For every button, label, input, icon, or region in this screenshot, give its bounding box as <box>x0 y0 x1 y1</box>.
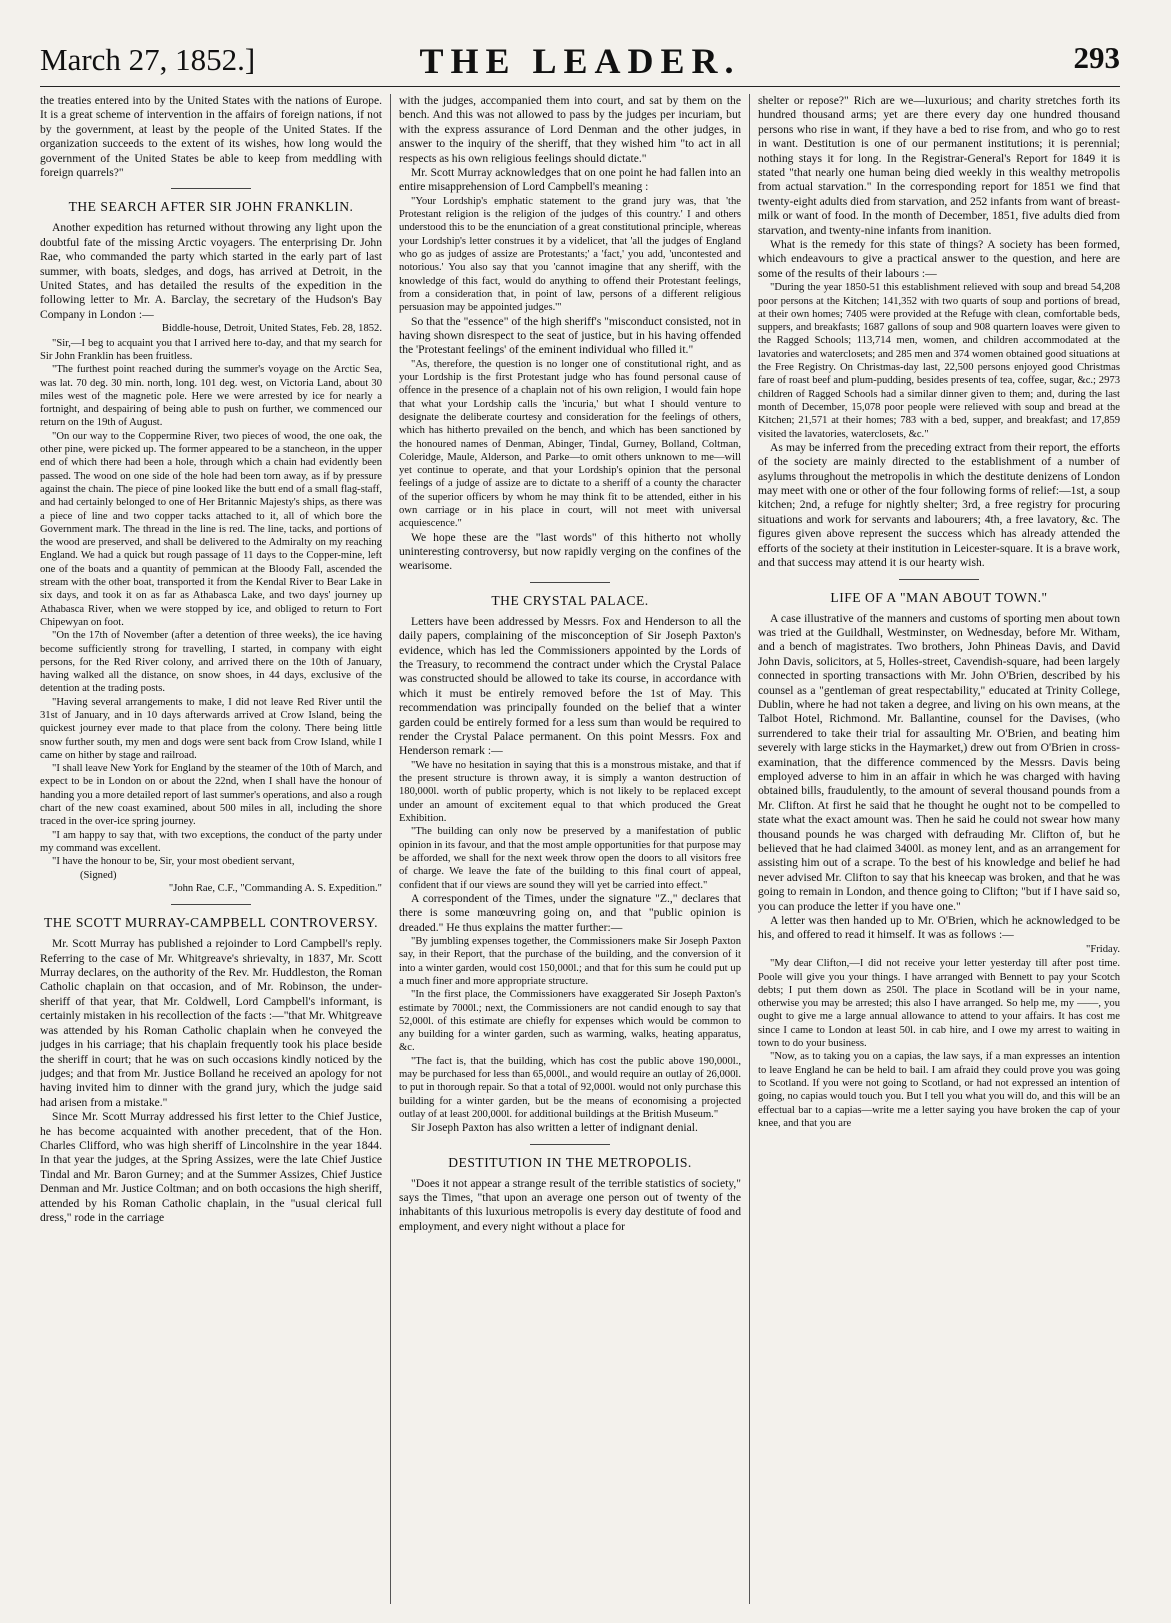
man-about-town-paragraph: A letter was then handed up to Mr. O'Brien, which he acknowledged to be his, and offered to read it himself. It was as follows :— <box>758 914 1120 942</box>
destitution-paragraph: "Does it not appear a strange result of the terrible statistics of society," says the Times, "that upon an average one person out of twenty of the inhabitants of this luxurious metropolis is every day destitute of food and employment, and every night without a place for <box>399 1176 741 1233</box>
scott-murray-paragraph: with the judges, accompanied them into court, and sat by them on the bench. And this was not allowed to pass by the judges per incuriam, but with the express assurance of Lord Denman and the other judges, in answer to the inquiry of the sheriff, that they wished him "to act in all respects as his own religious feelings should dictate." <box>399 94 741 165</box>
man-about-town-quote: "Now, as to taking you on a capias, the law says, if a man expresses an intention to leave England he can be held to bail. I am afraid they could prove you was going to Scotland. If you were not going to Scotland, or had not expressed an intention of going, no capias would touch you. But I tell you what you will do, and this will be an effectual bar to a capias—write me a letter saying you have broken the cap of your knee, and that you are <box>758 1051 1120 1129</box>
divider <box>530 1144 610 1145</box>
crystal-palace-paragraph: A correspondent of the Times, under the signature "Z.," declares that there is some manœuvring going on, and that "public opinion is dreaded." He thus explains the matter further:— <box>399 891 741 934</box>
crystal-palace-quote: "In the first place, the Commissioners have exaggerated Sir Joseph Paxton's estimate by 7000l.; next, the Commissioners are not candid enough to say that 52,000l. of this estimate are chiefly for expenses which would be common to any building for a winter garden, such as warming, walks, heating apparatus, &c. <box>399 989 741 1054</box>
masthead <box>40 28 1120 82</box>
masthead-rule <box>40 86 1120 87</box>
column-1 <box>40 94 382 1614</box>
man-about-town-paragraph: A case illustrative of the manners and customs of sporting men about town was tried at the Guildhall, Westminster, on Wednesday, before Mr. Witham, and a bench of magistrates. Two brothers, John Phineas Davis, and David John Davis, solicitors, at 5, Holles-street, Cavendish-square, had been largely connected in sporting transactions with Mr. John O'Brien, described by his counsel as a "gentleman of great respectability," educated at Trinity College, Dublin, where he had not taken a degree, and living on his own means, at the Talbot Hotel, Richmond. Mr. Ballantine, counsel for the Davises, (who surrendered to take their trial for assaulting Mr. O'Brien, and beating him severely with large sticks in the Haymarket,) drew out from O'Brien in cross-examination, that the difference commenced by the Messrs. Davis being employed adverse to him in an affair in which he was charged with having obtained bills, fraudulently, to the amount of several thousand pounds from a Mr. Clifton. At first he said that he thought he ought not to be compelled to state what the exact amount was. Then he said he could not swear how many thousand pounds he was charged with defrauding Mr. Clifton of, but he believed that he had claimed 3400l. as money lent, and as an arrangement for assisting him out of a scrape. To the best of his knowledge and belief he had never advised Mr. Clifton to say that his kneecap was broken, and that he was going to remain in London, and thence going to Clifton; "but if I have said so, you can produce the letter if you have one." <box>758 611 1120 913</box>
letter-paragraph: "I have the honour to be, Sir, your most obedient servant, <box>52 856 295 868</box>
franklin-heading: THE SEARCH AFTER SIR JOHN FRANKLIN. <box>68 199 354 215</box>
divider <box>899 579 979 580</box>
letter-paragraph: "On our way to the Coppermine River, two pieces of wood, the one oak, the other pine, were picked up. The former appeared to be a stancheon, in the upper end of which there had been a hole, through which a chain had evidently been passed. The wood on one side of the hole had been torn away, as if by pressure against the chain. The piece of pine looked like the butt end of a small flag-staff, and had certainly belonged to one of Her Britannic Majesty's ships, as there was a piece of line and two copper tacks attached to it, all of which bore the Government mark. The thread in the line is red. The line, tacks, and portions of the wood are preserved, and shall be delivered to the Admiralty on my reaching England. We had a quick but rough passage of 11 days to the Copper-mine, left one of the boats and a quantity of pemmican at the Bloody Fall, ascended the stream with the other boat, transported it from the Kendal River to Bear Lake in six days, and took it on as far as Athabasca Lake, and two days' journey up Athabasca River, when we were stopped by ice, and obliged to return to Fort Chipewyan on foot. <box>40 430 382 628</box>
letter-paragraph: "Having several arrangements to make, I did not leave Red River until the 31st of January, and in 10 days afterwards arrived at Crow Island, being the quickest journey ever made to that place from the colony. There being little snow further south, my men and dogs were sent back from Crow Island, while I came on hither by stage and railroad. <box>40 696 382 761</box>
letter-signed: (Signed) <box>80 869 117 881</box>
crystal-palace-heading: THE CRYSTAL PALACE. <box>491 592 649 608</box>
divider <box>530 582 610 583</box>
letter-dateline: Biddle-house, Detroit, United States, Feb. 28, 1852. <box>161 323 382 335</box>
page-number: 293 <box>1073 40 1120 75</box>
letter-paragraph: "Sir,—I beg to acquaint you that I arrived here to-day, and that my search for Sir John Franklin has been fruitless. <box>40 337 382 362</box>
crystal-palace-quote: "The fact is, that the building, which has cost the public above 190,000l., may be purchased for less than 65,000l., and would require an outlay of 26,000l. to put in thorough repair. So that a total of 92,000l. would not only purchase this building for a winter garden, but be the means of economising a projected outlay of at least 200,000l. for additional buildings at the British Museum." <box>399 1055 741 1120</box>
letter-signature: "John Rae, C.F., "Commanding A. S. Expedition." <box>168 882 382 894</box>
man-about-town-quote: "My dear Clifton,—I did not receive your letter yesterday till after post time. Poole will give you your things. I have arranged with Bennett to pay your Scotch debts; I put them down as 250l. The place in Scotland will be in your name, otherwise you may be arrested; this also I have arranged. So help me, my ——, you ought to give me a large annual allowance to attend to your affairs. It has cost me since I came to London at least 50l. in cab hire, and I owe my arrest to waiting in town to do your business. <box>758 958 1120 1050</box>
col1-intro: the treaties entered into by the United States with the nations of Europe. It is a great scheme of intervention in the affairs of foreign nations, if not by the government, at least by the people of the United States. If the organization succeeds to the extent of its wishes, how long would the government of the United States be able to keep from meddling with foreign quarrels?" <box>40 94 382 180</box>
newspaper-title: THE LEADER. <box>419 41 741 81</box>
crystal-palace-paragraph: Letters have been addressed by Messrs. Fox and Henderson to all the daily papers, complaining of the misconception of Sir Joseph Paxton's evidence, which has led the Commissioners appointed by the Lords of the Treasury, to recommend the contract under which the Crystal Palace was constructed should be allowed to take its course, in accordance with which it must be entirely removed before the 1st of May. This recommendation was principally founded on the belief that a winter garden could be entirely formed for a less sum than would be required to render the Crystal Palace permanent. On this point Messrs. Fox and Henderson remark :— <box>399 614 741 758</box>
destitution-heading: DESTITUTION IN THE METROPOLIS. <box>448 1154 692 1170</box>
destitution-quote: "During the year 1850-51 this establishment relieved with soup and bread 54,208 poor persons at the Kitchen; 141,352 with two quarts of soup and portions of bread, at their own homes; 7405 were provided at the Refuge with clean, comfortable beds, suppers, and breakfasts; 1687 gallons of soup and 908 quartern loaves were given to the Ragged Schools; 113,714 men, women, and children accommodated at the lavatories and waterclosets; and 285 men and 374 women obtained good situations at the Free Registry. On Christmas-day last, 22,500 persons enjoyed good Christmas fare of roast beef and plum-pudding, besides presents of tea, coffee, sugar, &c.; 2973 children of Ragged Schools had a similar dinner given to them; and, during the last month of December, 15,078 poor people were relieved with soup and bread at the Kitchen; 21,571 at their homes; 783 with a bed, supper, and breakfast; and 17,859 visited the lavatories, waterclosets, &c." <box>758 282 1120 440</box>
divider <box>171 904 251 905</box>
crystal-palace-quote: "The building can only now be preserved by a manifestation of public opinion in its favour, and that the most ample opportunities for that purpose may be afforded, we shall for the next week throw open the doors to all visitors free of charge. We leave the fate of the building to this final court of appeal, confident that if our views are sound they will yet be carried into effect." <box>399 826 741 891</box>
franklin-paragraph: Another expedition has returned without throwing any light upon the doubtful fate of the missing Arctic voyagers. The enterprising Dr. John Rae, who commanded the party which started in the early part of last summer, with boats, sledges, and dogs, has arrived at Detroit, in the United States, and has detailed the results of the expedition in the following letter to Mr. A. Barclay, the secretary of the Hudson's Bay Company in London :— <box>40 221 382 321</box>
scott-murray-paragraph: We hope these are the "last words" of this hitherto not wholly uninteresting controversy, but now rapidly verging on the confines of the wearisome. <box>399 530 741 573</box>
crystal-palace-quote: "By jumbling expenses together, the Commissioners make Sir Joseph Paxton say, in their Report, that the purchase of the building, and the conversion of it into a winter garden, would cost 150,000l.; and that for this sum he could put up a much finer and more appropriate structure. <box>399 936 741 987</box>
letter-paragraph: "I am happy to say that, with two exceptions, the conduct of the party under my command was excellent. <box>40 829 382 854</box>
column-3 <box>758 94 1120 1614</box>
destitution-paragraph: As may be inferred from the preceding extract from their report, the efforts of the society are mainly directed to the establishment of a number of asylums throughout the metropolis in which the destitute denizens of London may meet with one or other of the four following forms of relief:—1st, a soup kitchen; 2nd, a refuge for nightly shelter; 3rd, a free registry for procuring situations and work for servants and labourers; 4th, a free lavatory, &c. The figures given above represent the success which has already attended the efforts of the society at their institution in Leicester-square. It is a brave work, and that success may attend it is our hearty wish. <box>758 440 1120 570</box>
destitution-paragraph: What is the remedy for this state of things? A society has been formed, which endeavours to give a practical answer to the question, and here are some of the results of their labours :— <box>758 238 1120 280</box>
crystal-palace-paragraph: Sir Joseph Paxton has also written a letter of indignant denial. <box>411 1121 698 1135</box>
crystal-palace-quote: "We have no hesitation in saying that this is a monstrous mistake, and that if the present structure is thrown away, it is simply a wanton destruction of 180,000l. worth of public property, which is not likely to be replaced except under an amount of excitement equal to that which produced the Great Exhibition. <box>399 759 741 825</box>
letter-paragraph: "I shall leave New York for England by the steamer of the 10th of March, and expect to be in London on or about the 22nd, when I shall have the honour of handing you a more detailed report of last summer's operations, and also a rough chart of the new coast examined, about 500 miles in all, including the shore traced in the over-ice spring journey. <box>40 763 382 828</box>
column-rule <box>390 94 391 1604</box>
scott-murray-paragraph: So that the "essence" of the high sheriff's "misconduct consisted, not in having shown disrespect to the seat of justice, but in his having offended the 'Protestant feelings' of the eminent individual who filled it." <box>399 314 741 357</box>
scott-murray-paragraph: Since Mr. Scott Murray addressed his first letter to the Chief Justice, he has become acquainted with another precedent, that of the Hon. Charles Clifford, who was high sheriff of Lincolnshire in the year 1844. In that year the judges, at the Spring Assizes, were the late Chief Justice Tindal and Mr. Baron Gurney; and at the Summer Assizes, Chief Justice Denman and Mr. Justice Coltman; and on both occasions the high sheriff, attended by his Roman Catholic chaplain, in the "usual clerical full dress," rode in the carriage <box>40 1110 382 1224</box>
column-2 <box>399 94 741 1614</box>
letter-paragraph: "On the 17th of November (after a detention of three weeks), the ice having become sufficiently strong for travelling, I started, in company with eight persons, for the Red River colony, and arrived there on the 10th of January, having walked all the distance, on snow shoes, in 44 days, exclusive of the detention at the trading posts. <box>40 630 382 695</box>
scott-murray-paragraph: Mr. Scott Murray acknowledges that on one point he had fallen into an entire misapprehension of Lord Campbell's meaning : <box>399 166 741 194</box>
man-about-town-heading: LIFE OF A "MAN ABOUT TOWN." <box>830 589 1048 605</box>
scott-murray-heading: THE SCOTT MURRAY-CAMPBELL CONTROVERSY. <box>44 915 378 931</box>
scott-murray-paragraph: Mr. Scott Murray has published a rejoinder to Lord Campbell's reply. Referring to the case of Mr. Whitgreave's shrievalty, in 1837, Mr. Scott Murray declares, on the authority of the Rev. Mr. Huddleston, the Roman Catholic chaplain on that occasion, and of Mr. Robinson, the under-sheriff of that year, that Mr. Coldwell, Lord Campbell's informant, is certainly mistaken in his recollection of the facts :—"that Mr. Whitgreave was attended by his Roman Catholic chaplain when he conveyed the judges in his carriage; that his chaplain frequently took his place beside the sheriff in court; that he was on such occasions kindly noticed by the judges; and that from Mr. Justice Bolland he received an apology for not having invited him to dinner with the grand jury, which the judge said had arisen from a mistake." <box>40 937 382 1109</box>
divider <box>171 188 251 189</box>
letter-day: "Friday. <box>1086 943 1120 955</box>
letter-paragraph: "The furthest point reached during the summer's voyage on the Arctic Sea, was lat. 70 deg. 30 min. north, long. 101 deg. west, on Victoria Land, about 30 miles west of the magnetic pole. Here we were arrested by ice for nearly a fortnight, and despairing of being able to push on further, we commenced our return on the 19th of August. <box>40 364 382 429</box>
scott-murray-quote: "Your Lordship's emphatic statement to the grand jury was, that 'the Protestant religion is the religion of the judges of this country.' I and others understood this to be the enunciation of a great constitutional principle, whereas your Lordship's letter construes it by a videlicet, that 'all the judges of England who go as judges of assize are Protestants;' a 'fact,' you add, 'uncontested and notorious.' You also say that you 'cannot imagine that any sheriff, with the knowledge of this fact, would do anything to offend their Protestant feelings, from a consideration that, in point of law, persons of a different religious persuasion may be appointed judges.'" <box>399 195 741 314</box>
destitution-paragraph: shelter or repose?" Rich are we—luxurious; and charity stretches forth its hundred thousand arms; yet are there every day one hundred thousand persons who rise in want, if they have a bed to rise from, and who go to rest in want. Destitution is one of our permanent institutions; it is perennial; nothing stays it for long. In the Registrar-General's Report for 1849 it is stated "that nearly one human being died weekly in this wealthy metropolis from actual starvation." In the corresponding report for 1851 we find that twenty-eight adults died from starvation, and 252 infants from want of breast-milk or want of food. In the month of December, 1851, five adults died from starvation, and twenty-nine infants from inanition. <box>758 94 1120 237</box>
scott-murray-quote: "As, therefore, the question is no longer one of constitutional right, and as your Lordship is the first Protestant judge who has found personal cause of offence in the presence of a chaplain not of his own religion, I would fain hope that what your Lordship calls the 'incuria,' but what I should venture to designate the deliberate courtesy and consideration for the feelings of others, which has hitherto prevailed on the bench, and which has been sanctioned by the honoured names of Denman, Abinger, Tindal, Gurney, Bolland, Coltman, Coleridge, Maule, Alderson, and Parke—to omit others unknown to me—will yet continue to operate, and that your Lordship's opinion that the personal feelings of a judge of assize are to dictate to a sheriff of a county the character of the superior officers by whom he may think fit to be attended, either in his own carriage or in his place in court, will not meet with universal acquiescence." <box>399 358 741 530</box>
column-rule <box>749 94 750 1604</box>
issue-date: March 27, 1852.] <box>40 42 256 77</box>
